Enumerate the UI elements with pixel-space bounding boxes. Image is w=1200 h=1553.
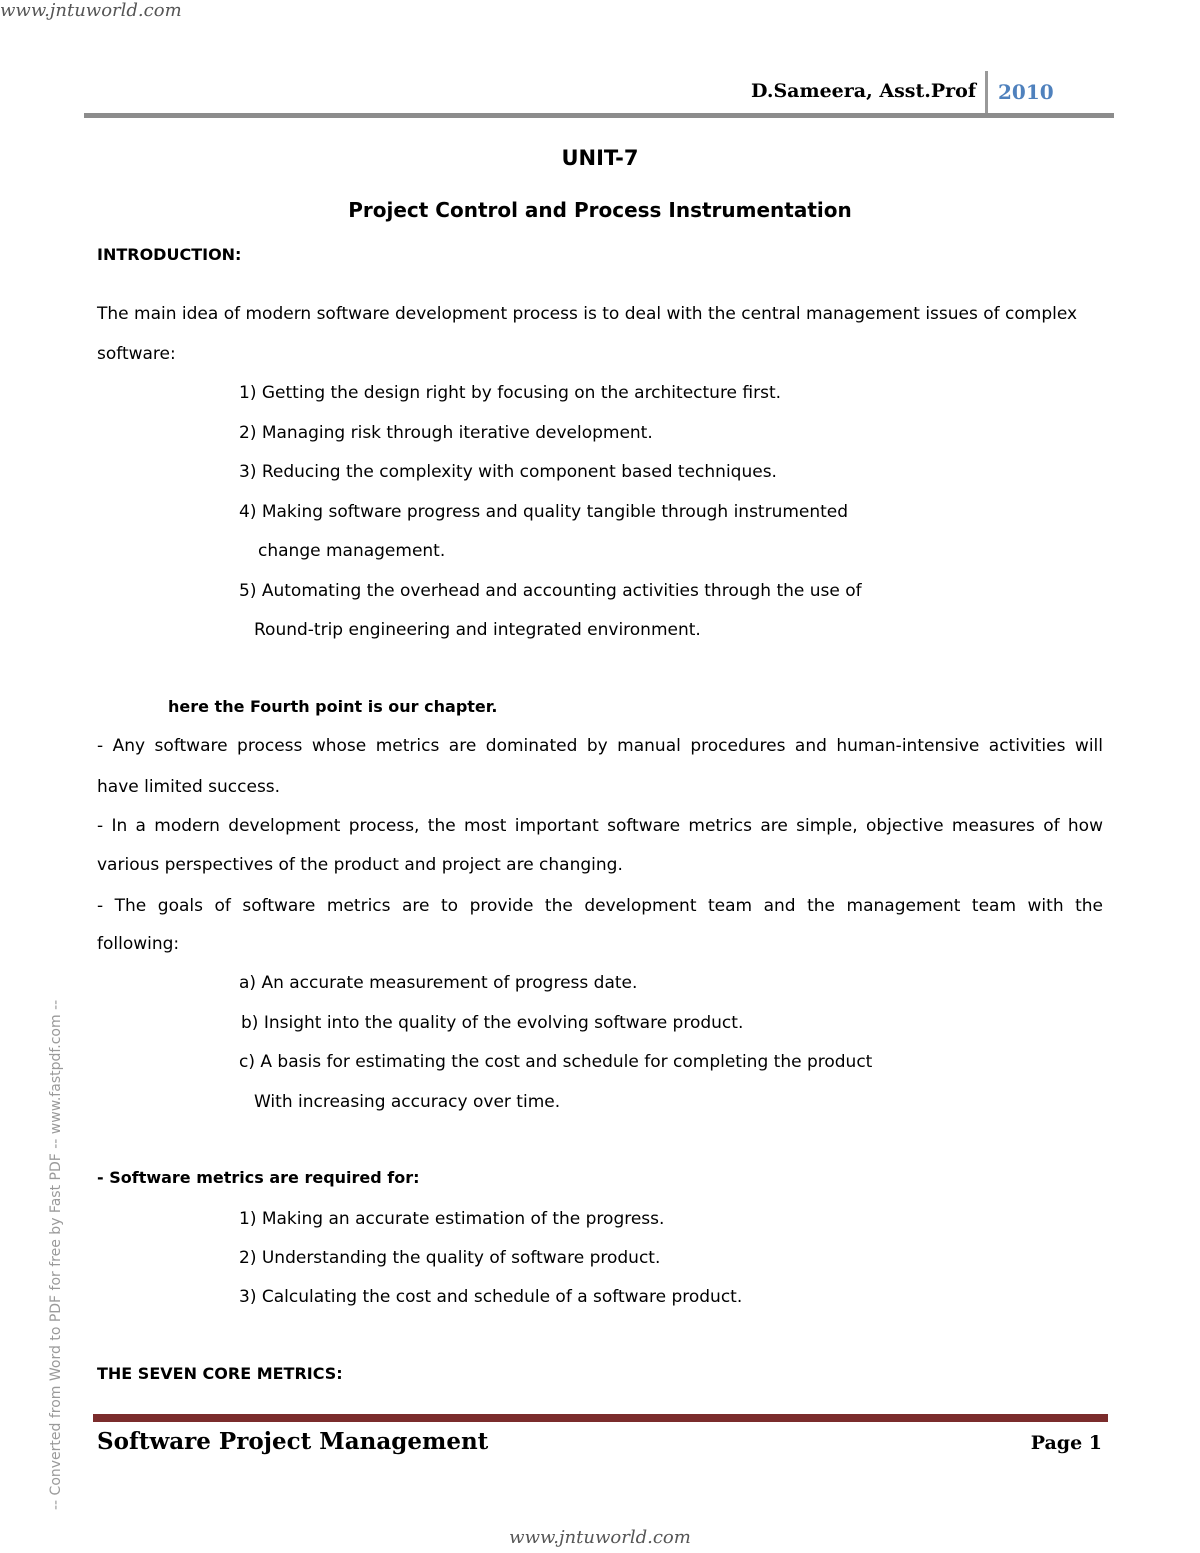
intro-paragraph-line-2: software: xyxy=(97,344,176,364)
watermark-bottom: www.jntuworld.com xyxy=(509,1527,691,1548)
page-subtitle: Project Control and Process Instrumentation xyxy=(348,198,852,222)
intro-list-item: 1) Getting the design right by focusing on the architecture first. xyxy=(239,383,782,403)
bullet-line: following: xyxy=(97,934,180,954)
intro-list-item: 5) Automating the overhead and accounting activities through the use of xyxy=(239,581,862,601)
bullet-line: various perspectives of the product and project are changing. xyxy=(97,855,623,875)
header-rule xyxy=(84,113,1114,118)
goal-item-continuation: With increasing accuracy over time. xyxy=(254,1092,561,1112)
required-item: 2) Understanding the quality of software product. xyxy=(239,1248,661,1268)
intro-note: here the Fourth point is our chapter. xyxy=(168,697,498,716)
header-year: 2010 xyxy=(998,80,1054,104)
watermark-side: -- Converted from Word to PDF for free by Fast PDF -- www.fastpdf.com -- xyxy=(48,999,64,1510)
intro-heading: INTRODUCTION: xyxy=(97,245,242,264)
required-item: 3) Calculating the cost and schedule of a software product. xyxy=(239,1287,743,1307)
intro-paragraph-line-1: The main idea of modern software development process is to deal with the central management issues of complex xyxy=(97,304,1078,324)
goal-item: b) Insight into the quality of the evolving software product. xyxy=(241,1013,744,1033)
goal-item: a) An accurate measurement of progress date. xyxy=(239,973,638,993)
footer-page-number: Page 1 xyxy=(1030,1432,1102,1454)
intro-list-item-continuation: change management. xyxy=(258,541,446,561)
bullet-line: - The goals of software metrics are to provide the development team and the management team with the xyxy=(97,896,1103,916)
seven-core-metrics-heading: THE SEVEN CORE METRICS: xyxy=(97,1364,343,1383)
footer-title: Software Project Management xyxy=(97,1428,489,1455)
page-title: UNIT-7 xyxy=(561,146,639,170)
goal-item: c) A basis for estimating the cost and schedule for completing the product xyxy=(239,1052,873,1072)
header-author: D.Sameera, Asst.Prof xyxy=(751,80,976,102)
intro-list-item-continuation: Round-trip engineering and integrated environment. xyxy=(254,620,701,640)
bullet-line: have limited success. xyxy=(97,777,281,797)
required-item: 1) Making an accurate estimation of the progress. xyxy=(239,1209,665,1229)
intro-list-item: 3) Reducing the complexity with component based techniques. xyxy=(239,462,777,482)
intro-list-item: 2) Managing risk through iterative development. xyxy=(239,423,653,443)
required-heading: - Software metrics are required for: xyxy=(97,1168,420,1187)
footer-rule xyxy=(93,1414,1108,1422)
watermark-top: www.jntuworld.com xyxy=(0,0,182,21)
intro-list-item: 4) Making software progress and quality tangible through instrumented xyxy=(239,502,849,522)
header-separator xyxy=(985,71,988,113)
bullet-line: - Any software process whose metrics are dominated by manual procedures and human-intensive activities will xyxy=(97,736,1103,756)
bullet-line: - In a modern development process, the most important software metrics are simple, objective measures of how xyxy=(97,816,1103,836)
